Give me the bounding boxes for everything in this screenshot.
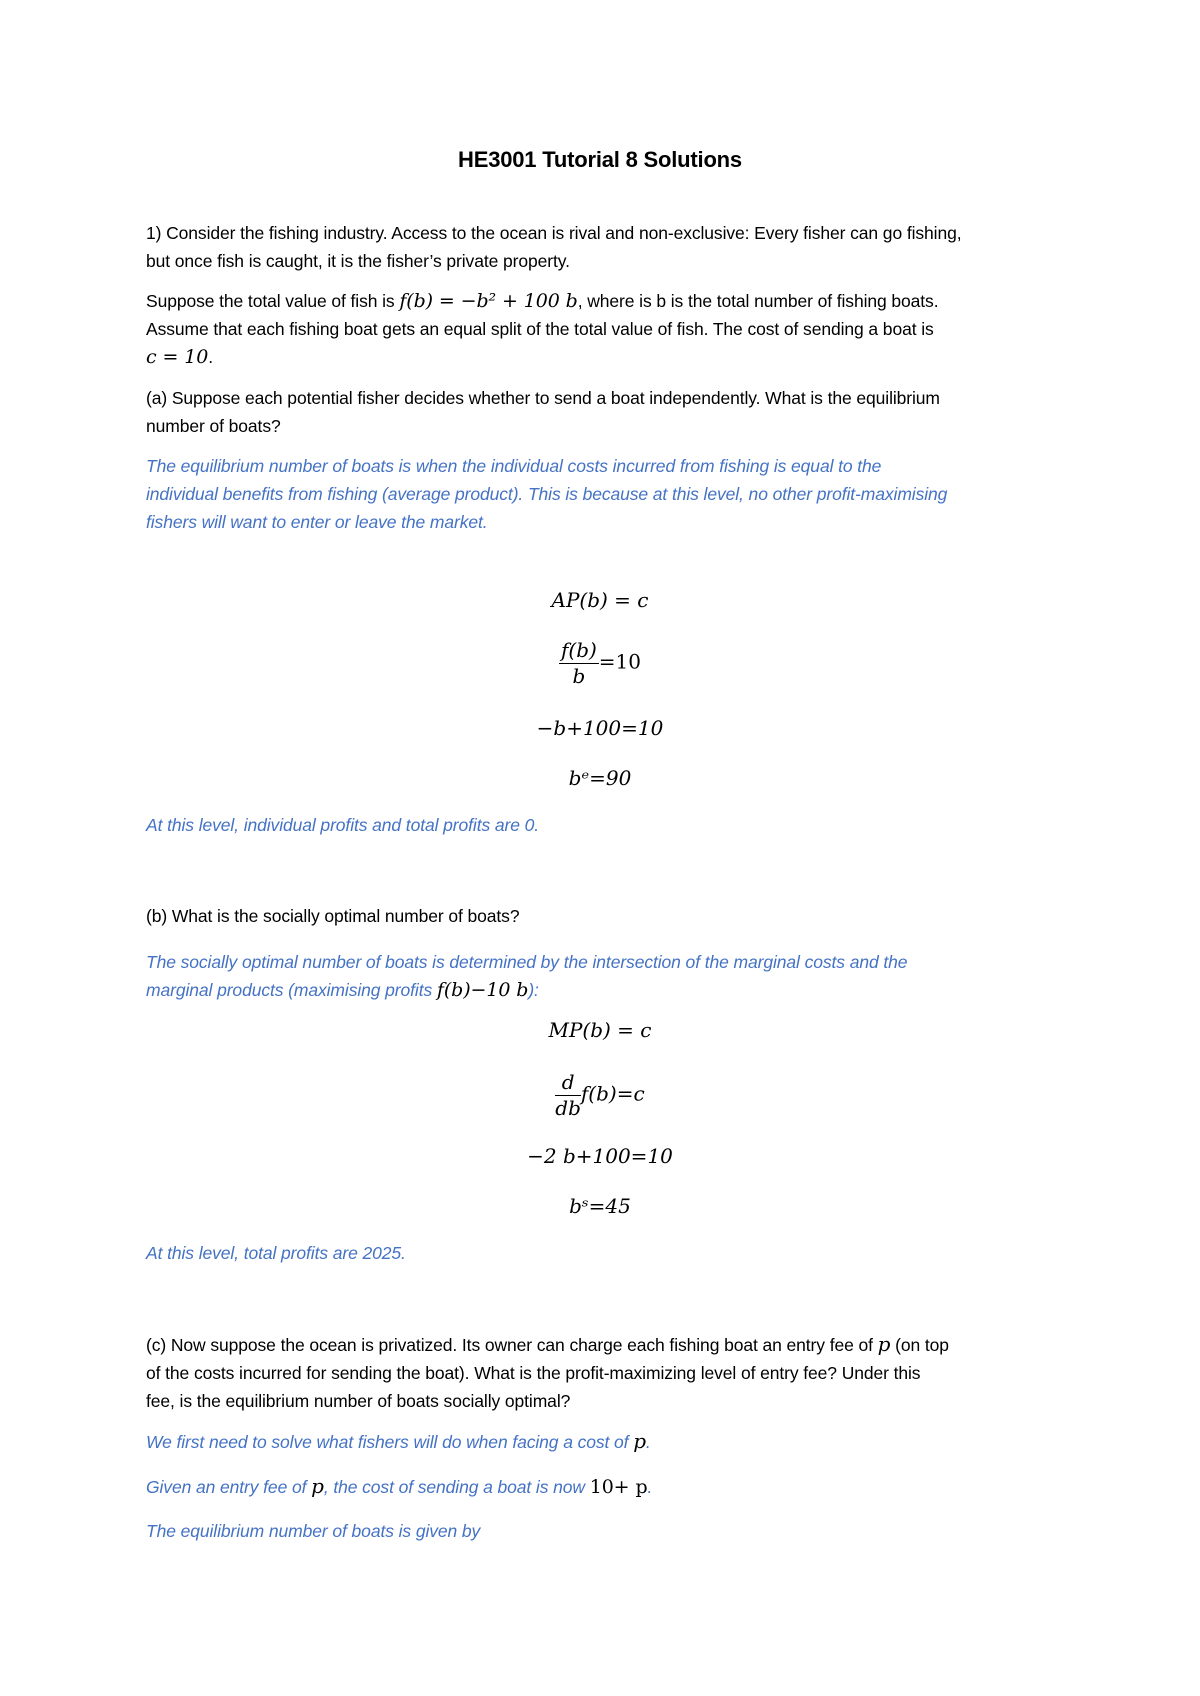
q1-setup-line1: Suppose the total value of fish is f(b) = −b² + 100 b, where is b is the total number of fishing boats. xyxy=(146,290,939,312)
part-b-question: (b) What is the socially optimal number of boats? xyxy=(146,906,520,926)
equation-derivative: $\frac{d}{db}$ f(b)=c xyxy=(555,1070,645,1120)
q1-intro-line1: 1) Consider the fishing industry. Access to the ocean is rival and non-exclusive: Every fisher can go fishing, xyxy=(146,223,962,243)
part-b-answer: The socially optimal number of boats is determined by the intersection of the marginal costs and the marginal products (maximising profits f(b)−10 b): xyxy=(146,952,908,1001)
part-c-question: (c) Now suppose the ocean is privatized. Its owner can charge each fishing boat an entry fee of p (on top of the costs incurred for sending the boat). What is the profit-maximizing level of entry fee? Under this fee, is the equilibrium number of boats socially optimal? xyxy=(146,1332,949,1411)
q1-intro-line2: but once fish is caught, it is the fisher’s private property. xyxy=(146,251,570,271)
q1-setup-line2: Assume that each fishing boat gets an equal split of the total value of fish. The cost of sending a boat is xyxy=(146,319,934,339)
part-c-answer-2: Given an entry fee of p, the cost of sending a boat is now 10+ p. xyxy=(146,1474,653,1498)
derivative-fraction: $\frac{d}{db}$ xyxy=(555,1070,581,1120)
equation-b-equilibrium: bᵉ=90 xyxy=(568,766,632,790)
part-a-question: (a) Suppose each potential fisher decides whether to send a boat independently. What is the equilibrium number of boats? xyxy=(146,388,940,436)
part-a-conclusion: At this level, individual profits and total profits are 0. xyxy=(146,815,540,835)
part-b-conclusion: At this level, total profits are 2025. xyxy=(146,1243,406,1263)
equation-average-product: $\frac{f(b)}{b}$ =10 xyxy=(560,638,642,688)
equation-b-step3: −2 b+100=10 xyxy=(527,1144,673,1168)
equation-b-social: bˢ=45 xyxy=(569,1194,631,1218)
cost-formula: c = 10 xyxy=(146,346,209,368)
q1-setup-line3: c = 10. xyxy=(146,346,213,368)
equation-ap-equals-c: AP(b) = c xyxy=(551,588,649,612)
q1-intro xyxy=(146,219,1066,275)
document-title: HE3001 Tutorial 8 Solutions xyxy=(458,147,742,172)
q1-setup xyxy=(146,287,1066,371)
part-a-answer: The equilibrium number of boats is when the individual costs incurred from fishing is equal to the individual benefits from fishing (average product). This is because at this level, no other profit-maximising fishers will want to enter or leave the market. xyxy=(146,456,948,532)
equation-mp-equals-c: MP(b) = c xyxy=(548,1018,652,1042)
fraction: $\frac{f(b)}{b}$ xyxy=(560,638,597,688)
part-c-answer-3: The equilibrium number of boats is given by xyxy=(146,1521,481,1541)
part-c-answer-1: We first need to solve what fishers will do when facing a cost of p. xyxy=(146,1429,651,1453)
total-value-formula: f(b) = −b² + 100 b xyxy=(399,290,578,312)
equation-a-step3: −b+100=10 xyxy=(536,716,664,740)
